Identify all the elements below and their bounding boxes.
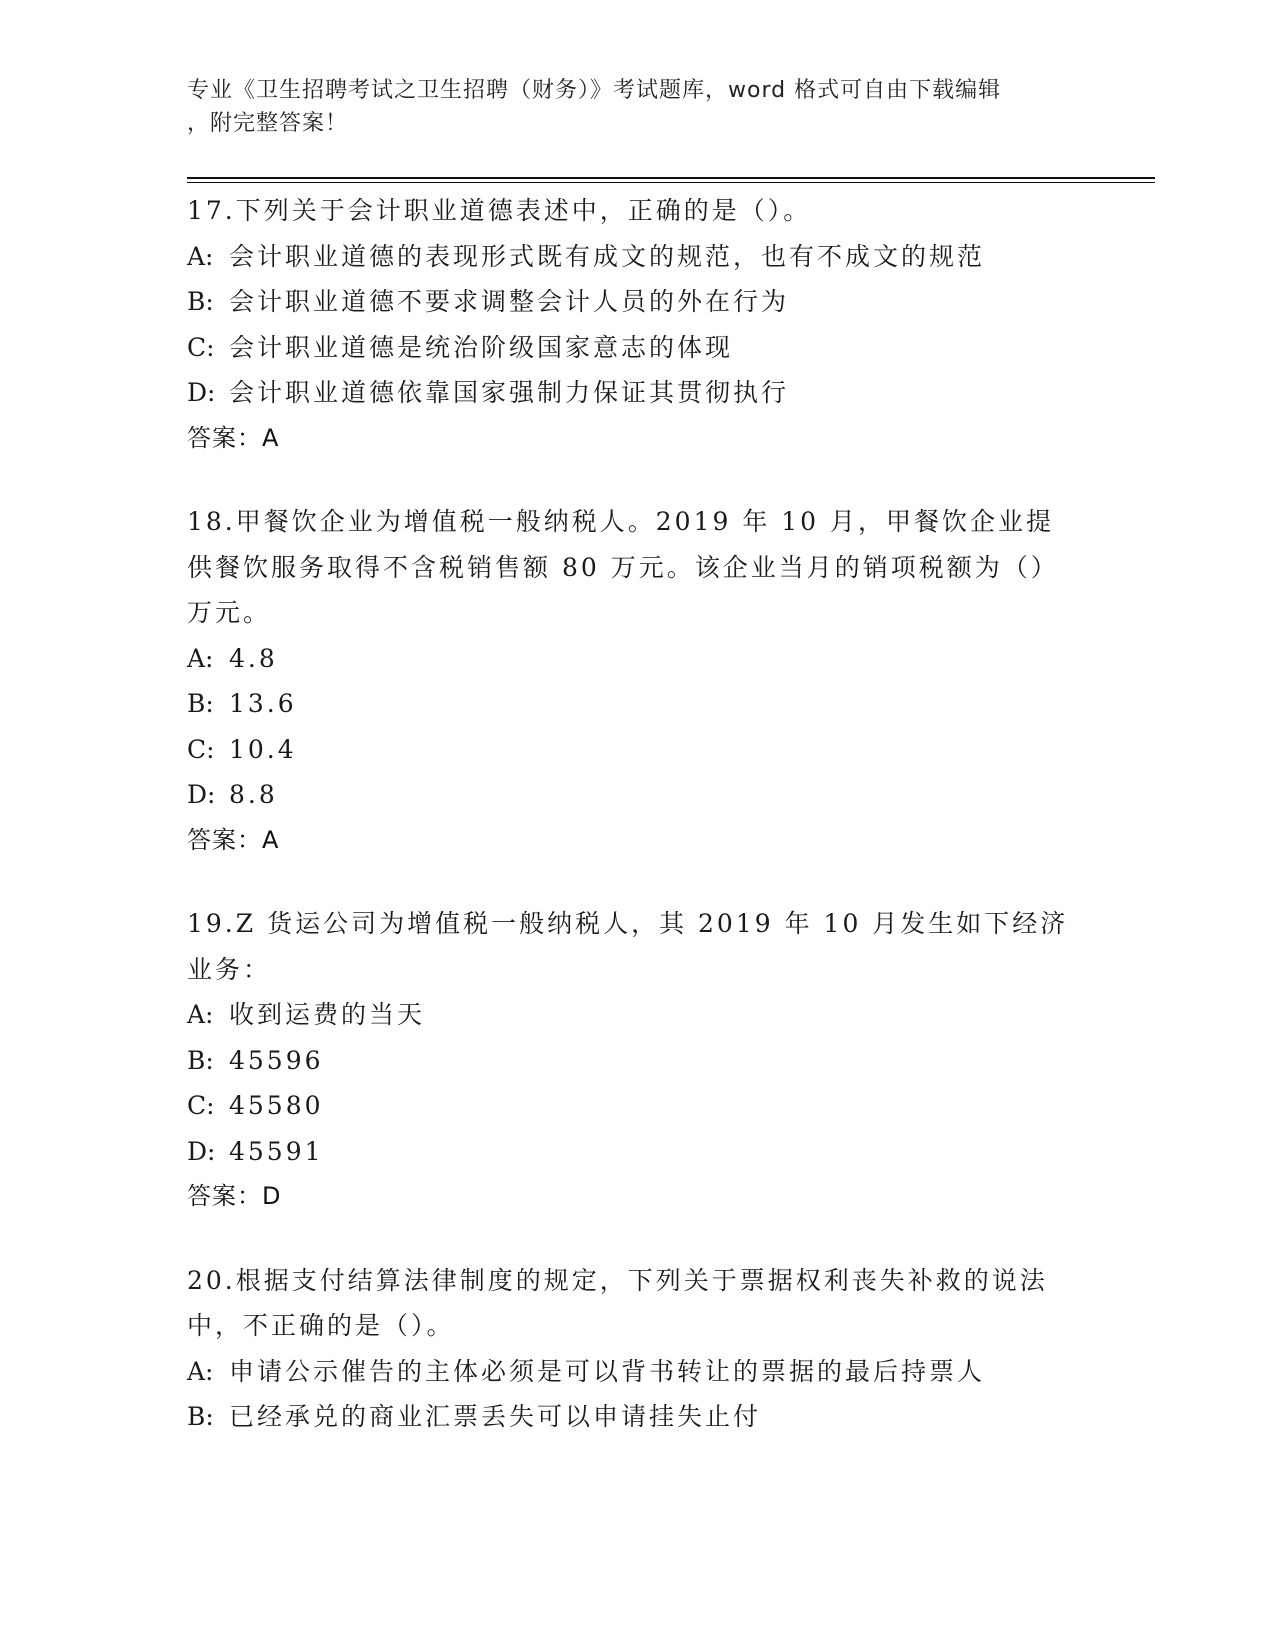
option-a <box>187 992 1077 1038</box>
option-c <box>187 727 1077 773</box>
option-text: 会计职业道德的表现形式既有成文的规范，也有不成文的规范 <box>229 241 986 271</box>
option-text: 45591 <box>229 1136 324 1166</box>
option-a <box>187 234 1077 280</box>
option-letter: B: <box>187 1045 214 1075</box>
answer-label: 答案：D <box>187 1182 282 1210</box>
option-letter: B: <box>187 689 214 718</box>
header-line-1: 专业《卫生招聘考试之卫生招聘（财务）》考试题库，word 格式可自由下载编辑 <box>187 78 1002 103</box>
option-letter: A: <box>187 1356 214 1386</box>
option-text: 13.6 <box>229 689 297 718</box>
answer-label: 答案：A <box>187 825 280 854</box>
option-d <box>187 772 1077 818</box>
option-letter: C: <box>187 332 215 362</box>
option-text: 会计职业道德不要求调整会计人员的外在行为 <box>229 287 790 316</box>
question-18 <box>187 499 1077 863</box>
option-text: 8.8 <box>229 780 278 809</box>
option-text: 45580 <box>229 1091 324 1120</box>
document-header <box>187 74 1067 140</box>
option-c <box>187 1083 1077 1129</box>
question-list <box>187 188 1077 1478</box>
header-divider-thin <box>187 182 1155 183</box>
option-b <box>187 1038 1077 1084</box>
option-text: 45596 <box>229 1045 324 1075</box>
question-17 <box>187 188 1077 461</box>
option-d <box>187 370 1077 416</box>
option-letter: A: <box>187 241 214 271</box>
option-d <box>187 1129 1077 1175</box>
option-letter: C: <box>187 1091 215 1120</box>
option-a <box>187 636 1077 682</box>
option-b <box>187 1394 1077 1440</box>
option-text: 收到运费的当天 <box>229 1000 426 1029</box>
question-text: 18.甲餐饮企业为增值税一般纳税人。2019 年 10 月，甲餐饮企业提供餐饮服务取得不含税销售额 80 万元。该企业当月的销项税额为（）万元。 <box>187 507 1059 627</box>
option-letter: A: <box>187 643 214 673</box>
question-text: 17.下列关于会计职业道德表述中，正确的是（）。 <box>187 196 812 225</box>
option-c <box>187 325 1077 371</box>
answer-label: 答案：A <box>187 423 280 452</box>
question-19 <box>187 901 1077 1220</box>
option-letter: D: <box>187 378 216 407</box>
header-divider <box>187 177 1155 179</box>
header-line-2: ，附完整答案！ <box>187 111 349 136</box>
option-text: 申请公示催告的主体必须是可以背书转让的票据的最后持票人 <box>229 1356 986 1386</box>
option-a <box>187 1349 1077 1395</box>
option-letter: D: <box>187 780 216 809</box>
option-text: 4.8 <box>229 643 278 673</box>
option-letter: B: <box>187 1402 214 1431</box>
option-letter: B: <box>187 287 214 316</box>
option-letter: D: <box>187 1136 216 1166</box>
option-b <box>187 681 1077 727</box>
option-text: 会计职业道德是统治阶级国家意志的体现 <box>229 332 734 362</box>
option-text: 会计职业道德依靠国家强制力保证其贯彻执行 <box>229 378 790 407</box>
option-letter: C: <box>187 734 215 764</box>
option-b <box>187 279 1077 325</box>
question-20 <box>187 1258 1077 1440</box>
option-text: 10.4 <box>229 734 297 764</box>
question-text: 20.根据支付结算法律制度的规定，下列关于票据权利丧失补救的说法中，不正确的是（）。 <box>187 1265 1048 1340</box>
option-text: 已经承兑的商业汇票丢失可以申请挂失止付 <box>229 1402 762 1431</box>
question-text: 19.Z 货运公司为增值税一般纳税人，其 2019 年 10 月发生如下经济业务： <box>187 909 1069 984</box>
option-letter: A: <box>187 1000 214 1029</box>
